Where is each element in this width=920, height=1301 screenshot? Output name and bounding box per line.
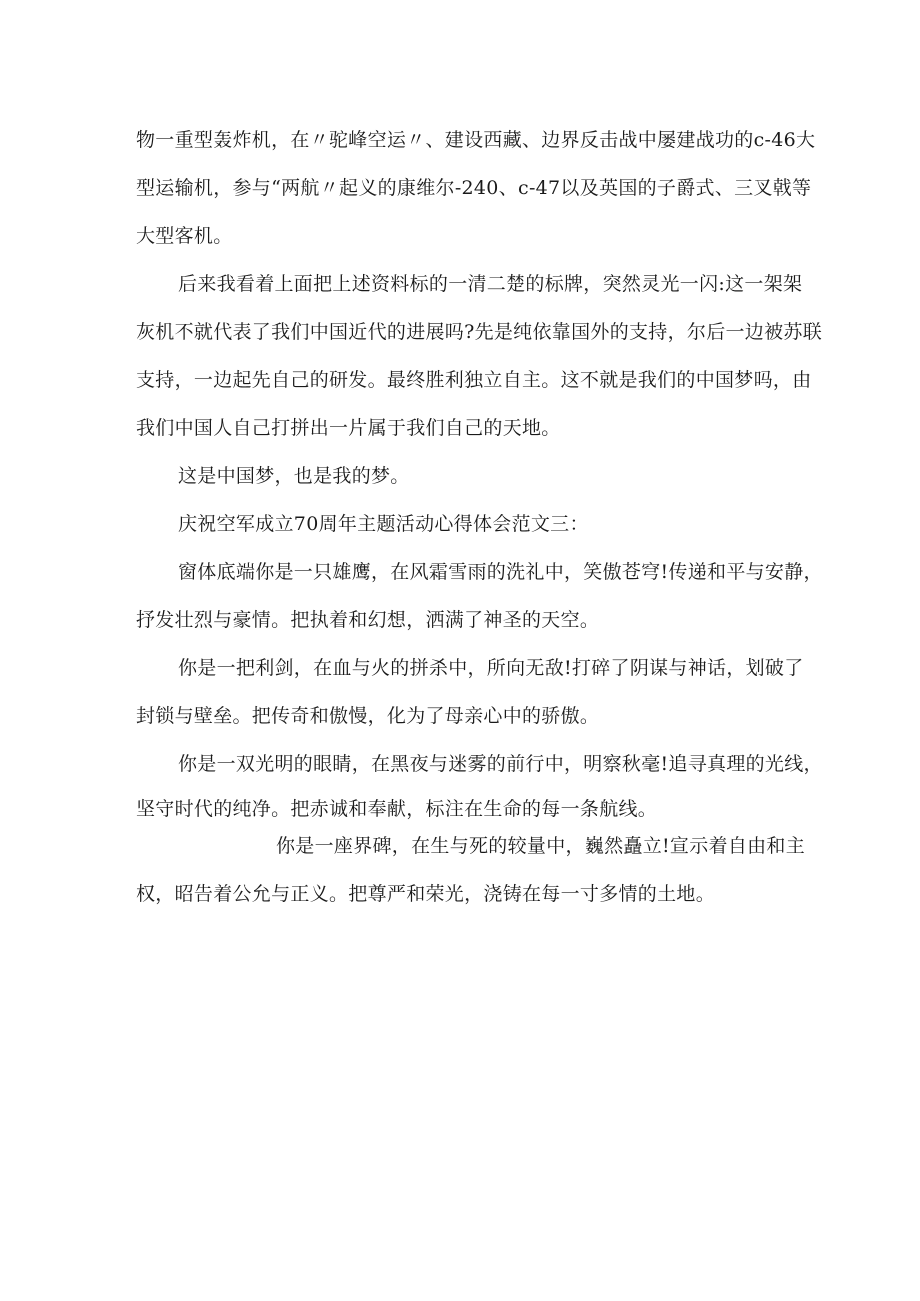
text-line: 坚守时代的纯净。把赤诚和奉献，标注在生命的每一条航线。 xyxy=(136,798,658,820)
text-line: 支持，一边起先自己的研发。最终胜利独立自主。这不就是我们的中国梦吗，由 xyxy=(136,369,812,391)
paragraph-start-line: 这是中国梦，也是我的梦。 xyxy=(178,465,410,487)
text-line: 我们中国人自己打拼出一片属于我们自己的天地。 xyxy=(136,417,561,439)
text-line: 权，昭告着公允与正义。把尊严和荣光，浇铸在每一寸多情的土地。 xyxy=(136,883,716,905)
text-line: 封锁与壁垒。把传奇和傲慢，化为了母亲心中的骄傲。 xyxy=(136,705,600,727)
paragraph-start-line: 你是一双光明的眼睛，在黑夜与迷雾的前行中，明察秋毫!追寻真理的光线， xyxy=(178,753,823,775)
section-heading: 庆祝空军成立70周年主题活动心得体会范文三： xyxy=(178,513,589,535)
paragraph-start-line: 你是一座界碑，在生与死的较量中，巍然矗立!宣示着自由和主 xyxy=(276,835,806,857)
paragraph-start-line: 窗体底端你是一只雄鹰，在风霜雪雨的洗礼中，笑傲苍穹!传递和平与安静， xyxy=(178,561,823,583)
text-line: 型运输机，参与“两航〃起义的康维尔-240、c-47以及英国的子爵式、三叉戟等 xyxy=(136,177,812,199)
text-line: 抒发壮烈与豪情。把执着和幻想，洒满了神圣的天空。 xyxy=(136,609,600,631)
text-line: 物一重型轰炸机，在〃驼峰空运〃、建设西藏、边界反击战中屡建战功的c-46大 xyxy=(136,129,816,151)
paragraph-start-line: 后来我看着上面把上述资料标的一清二楚的标牌，突然灵光一闪:这一架架 xyxy=(178,273,803,295)
paragraph-start-line: 你是一把利剑，在血与火的拼杀中，所向无敌!打碎了阴谋与神话，划破了 xyxy=(178,657,804,679)
text-line: 灰机不就代表了我们中国近代的进展吗?先是纯依靠国外的支持，尔后一边被苏联 xyxy=(136,321,822,343)
text-line: 大型客机。 xyxy=(136,225,233,247)
